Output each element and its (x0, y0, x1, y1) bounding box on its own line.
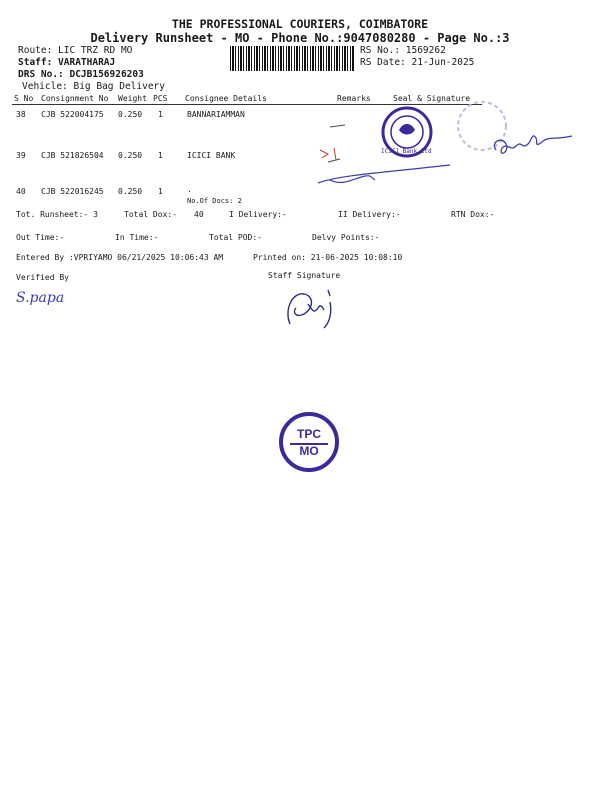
verified-signature: S.papa (16, 290, 65, 306)
row-weight: 0.250 (118, 110, 143, 119)
bank-stamp-text: ICICI Bank Ltd (381, 148, 432, 155)
row-pcs: 1 (158, 187, 163, 196)
row-pcs: 1 (158, 151, 163, 160)
i-delivery: I Delivery:- (229, 210, 287, 219)
stamp-mo: MO (299, 444, 319, 458)
row-details: BANNARIAMMAN (187, 110, 245, 119)
vehicle-label: Vehicle: Big Bag Delivery (22, 81, 165, 92)
row-details: . (187, 185, 192, 194)
rtn-dox: RTN Dox:- (451, 210, 495, 219)
staff-signature-label: Staff Signature (268, 271, 341, 280)
tot-runsheet: Tot. Runsheet:- 3 (16, 210, 98, 219)
page-subtitle: Delivery Runsheet - MO - Phone No.:9047080280 - Page No.:3 (90, 31, 510, 45)
row-consignment: CJB 522016245 (41, 187, 104, 196)
total-pod: Total POD:- (209, 233, 262, 242)
rs-number: RS No.: 1569262 (360, 45, 446, 56)
row-details: ICICI BANK (187, 151, 236, 160)
out-time: Out Time:- (16, 233, 65, 242)
row-sno: 40 (16, 187, 26, 196)
consignee-signature (488, 122, 583, 162)
row-weight: 0.250 (118, 187, 143, 196)
ii-delivery: II Delivery:- (338, 210, 401, 219)
entered-by: Entered By :VPRIYAMO 06/21/2025 10:06:43 AM (16, 253, 224, 262)
delvy-points: Delvy Points:- (312, 233, 380, 242)
staff-signature (278, 286, 348, 336)
route-label: Route: LIC TRZ RD MO (18, 45, 133, 56)
header-sno: S No (14, 94, 34, 103)
total-dox-value: 40 (194, 210, 204, 219)
total-dox-label: Total Dox:- (124, 210, 177, 219)
drs-label: DRS No.: DCJB156926203 (18, 69, 144, 80)
header-pcs: PCS (153, 94, 168, 103)
rs-date: RS Date: 21-Jun-2025 (360, 57, 475, 68)
row-consignment: CJB 522004175 (41, 110, 104, 119)
stamp-tpc: TPC (297, 427, 321, 441)
printed-on: Printed on: 21-06-2025 10:08:10 (253, 253, 403, 262)
verified-by-label: Verified By (16, 273, 69, 282)
row-pcs: 1 (158, 110, 163, 119)
header-weight: Weight (118, 94, 147, 103)
header-consignment: Consignment No (41, 94, 109, 103)
row-sno: 39 (16, 151, 26, 160)
tpc-mo-stamp (278, 411, 340, 473)
page-title: THE PROFESSIONAL COURIERS, COIMBATORE (171, 17, 429, 31)
staff-label: Staff: VARATHARAJ (18, 57, 116, 68)
barcode (230, 46, 355, 71)
header-seal: Seal & Signature (393, 94, 471, 103)
header-remarks: Remarks (337, 94, 371, 103)
no-of-docs: No.Of Docs: 2 (187, 197, 242, 205)
header-consignee: Consignee Details (185, 94, 267, 103)
bank-seal-stamp (372, 104, 442, 164)
row-consignment: CJB 521826504 (41, 151, 104, 160)
in-time: In Time:- (115, 233, 159, 242)
row-sno: 38 (16, 110, 26, 119)
row-weight: 0.250 (118, 151, 143, 160)
